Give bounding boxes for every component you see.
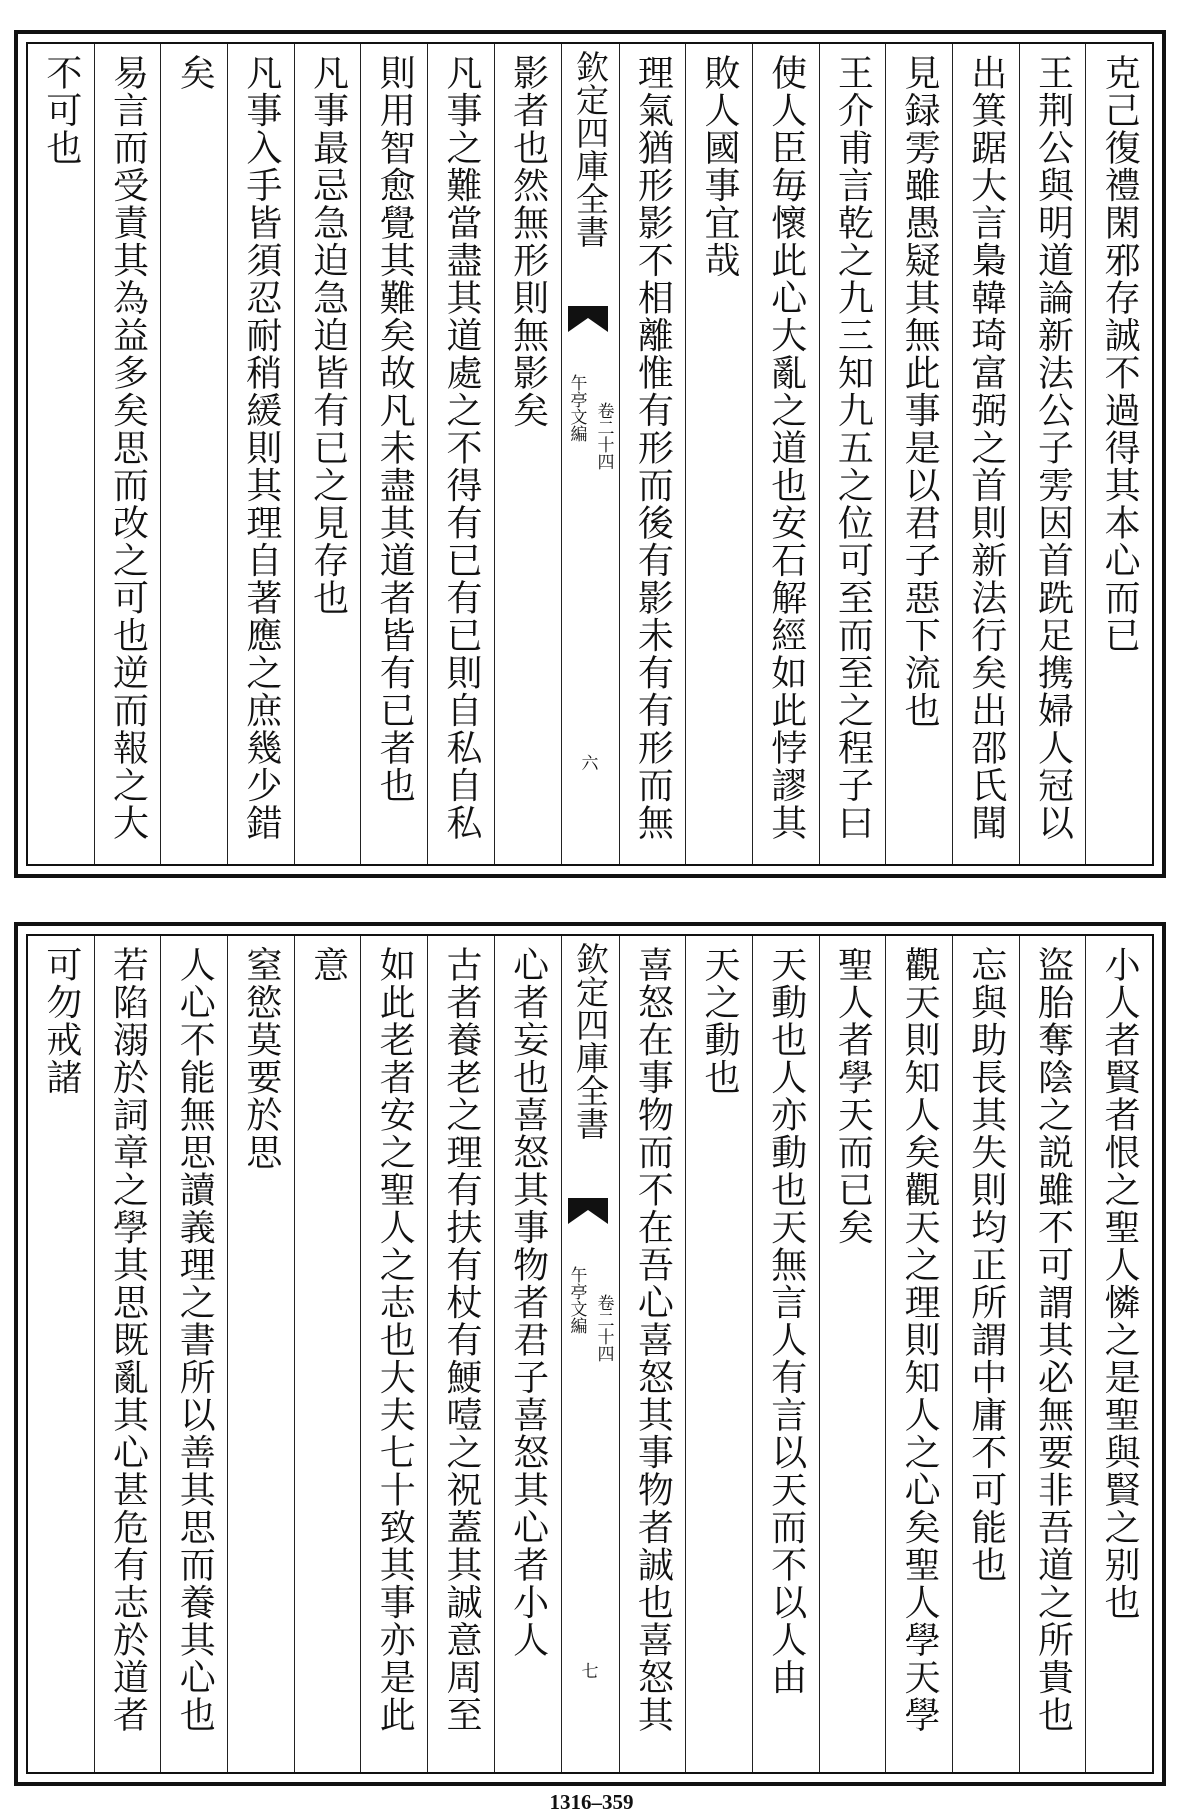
text-column — [494, 936, 561, 1772]
text-column — [227, 936, 294, 1772]
text-column — [685, 44, 752, 864]
spine-volume: 卷二十四 — [593, 402, 614, 470]
text-column — [94, 936, 161, 1772]
column-text: 喜怒在事物而不在吾心喜怒其事物者誠也喜怒其 — [632, 946, 674, 1734]
text-column — [885, 44, 952, 864]
column-text: 不可也 — [40, 54, 82, 167]
spine-leaf-number: 六 — [581, 754, 599, 774]
text-column — [1019, 44, 1086, 864]
column-text: 使人臣毎懷此心大亂之道也安石解經如此悖謬其 — [765, 54, 807, 842]
column-text: 見録雱雖愚疑其無此事是以君子惡下流也 — [899, 54, 941, 729]
text-column — [94, 44, 161, 864]
column-text: 觀天則知人矣觀天之理則知人之心矣聖人學天學 — [899, 946, 941, 1734]
lower-page-frame — [26, 934, 1154, 1774]
text-column — [819, 936, 886, 1772]
column-text: 敗人國事宜哉 — [699, 54, 741, 279]
text-column — [619, 44, 686, 864]
column-text: 盜胎奪陰之説雖不可謂其必無要非吾道之所貴也 — [1032, 946, 1074, 1734]
spine-volume: 卷二十四 — [593, 1294, 614, 1362]
column-text: 易言而受責其為益多矣思而改之可也逆而報之大 — [107, 54, 149, 842]
text-column — [952, 936, 1019, 1772]
column-text: 窒慾莫要於思 — [240, 946, 282, 1171]
text-column — [294, 44, 361, 864]
text-column — [494, 44, 561, 864]
column-text: 心者妄也喜怒其事物者君子喜怒其心者小人 — [507, 946, 549, 1659]
text-column — [28, 44, 94, 864]
text-column — [752, 44, 819, 864]
text-column — [752, 936, 819, 1772]
upper-page-panel — [14, 30, 1166, 878]
text-column — [685, 936, 752, 1772]
column-text: 凡事之難當盡其道處之不得有已有已則自私自私 — [440, 54, 482, 842]
text-column — [160, 44, 227, 864]
text-column — [227, 44, 294, 864]
column-text: 則用智愈覺其難矣故凡未盡其道者皆有已者也 — [374, 54, 416, 804]
text-column — [952, 44, 1019, 864]
column-text: 如此老者安之聖人之志也大夫七十致其事亦是此 — [374, 946, 416, 1734]
spine-leaf-number: 七 — [581, 1662, 599, 1682]
column-text: 凡事最忌急迫急迫皆有已之見存也 — [307, 54, 349, 617]
spine-title: 欽定四庫全書 — [571, 942, 610, 1140]
column-text: 人心不能無思讀義理之書所以善其思而養其心也 — [174, 946, 216, 1734]
spine-source: 午亭文編 — [566, 374, 587, 442]
column-text: 天之動也 — [699, 946, 741, 1096]
text-column — [28, 936, 94, 1772]
column-text: 聖人者學天而已矣 — [832, 946, 874, 1246]
text-column — [819, 44, 886, 864]
column-text: 出箕踞大言梟韓琦富弼之首則新法行矣出邵氏聞 — [965, 54, 1007, 842]
column-text: 王介甫言乾之九三知九五之位可至而至之程子曰 — [832, 54, 874, 842]
text-column — [427, 936, 494, 1772]
fishtail-mark-icon — [568, 306, 608, 332]
text-column — [1019, 936, 1086, 1772]
upper-page-frame — [26, 42, 1154, 866]
column-text: 小人者賢者恨之聖人憐之是聖與賢之别也 — [1099, 946, 1141, 1621]
column-text: 意 — [307, 946, 349, 984]
spine-title: 欽定四庫全書 — [571, 50, 610, 248]
text-column — [1085, 936, 1152, 1772]
column-text: 可勿戒諸 — [40, 946, 82, 1096]
page-number: 1316–359 — [549, 1790, 634, 1814]
text-column — [360, 44, 427, 864]
book-spine-column — [561, 44, 619, 864]
column-text: 影者也然無形則無影矣 — [507, 54, 549, 429]
text-column — [1085, 44, 1152, 864]
text-column — [427, 44, 494, 864]
column-text: 天動也人亦動也天無言人有言以天而不以人由 — [765, 946, 807, 1696]
column-text: 若陷溺於詞章之學其思既亂其心甚危有志於道者 — [107, 946, 149, 1734]
column-text: 克己復禮閑邪存誠不過得其本心而已 — [1099, 54, 1141, 654]
spine-source: 午亭文編 — [566, 1266, 587, 1334]
text-column — [294, 936, 361, 1772]
text-column — [360, 936, 427, 1772]
fishtail-mark-icon — [568, 1198, 608, 1224]
text-column — [885, 936, 952, 1772]
lower-page-panel — [14, 922, 1166, 1786]
column-text: 王荆公與明道論新法公子雱因首跣足携婦人冠以 — [1032, 54, 1074, 842]
column-text: 忘與助長其失則均正所謂中庸不可能也 — [965, 946, 1007, 1584]
column-text: 古者養老之理有扶有杖有鯁噎之祝蓋其誠意周至 — [440, 946, 482, 1734]
text-column — [619, 936, 686, 1772]
column-text: 矣 — [174, 54, 216, 92]
book-spine-column — [561, 936, 619, 1772]
text-column — [160, 936, 227, 1772]
column-text: 理氣猶形影不相離惟有形而後有影未有有形而無 — [632, 54, 674, 842]
column-text: 凡事入手皆須忍耐稍緩則其理自著應之庶幾少錯 — [240, 54, 282, 842]
